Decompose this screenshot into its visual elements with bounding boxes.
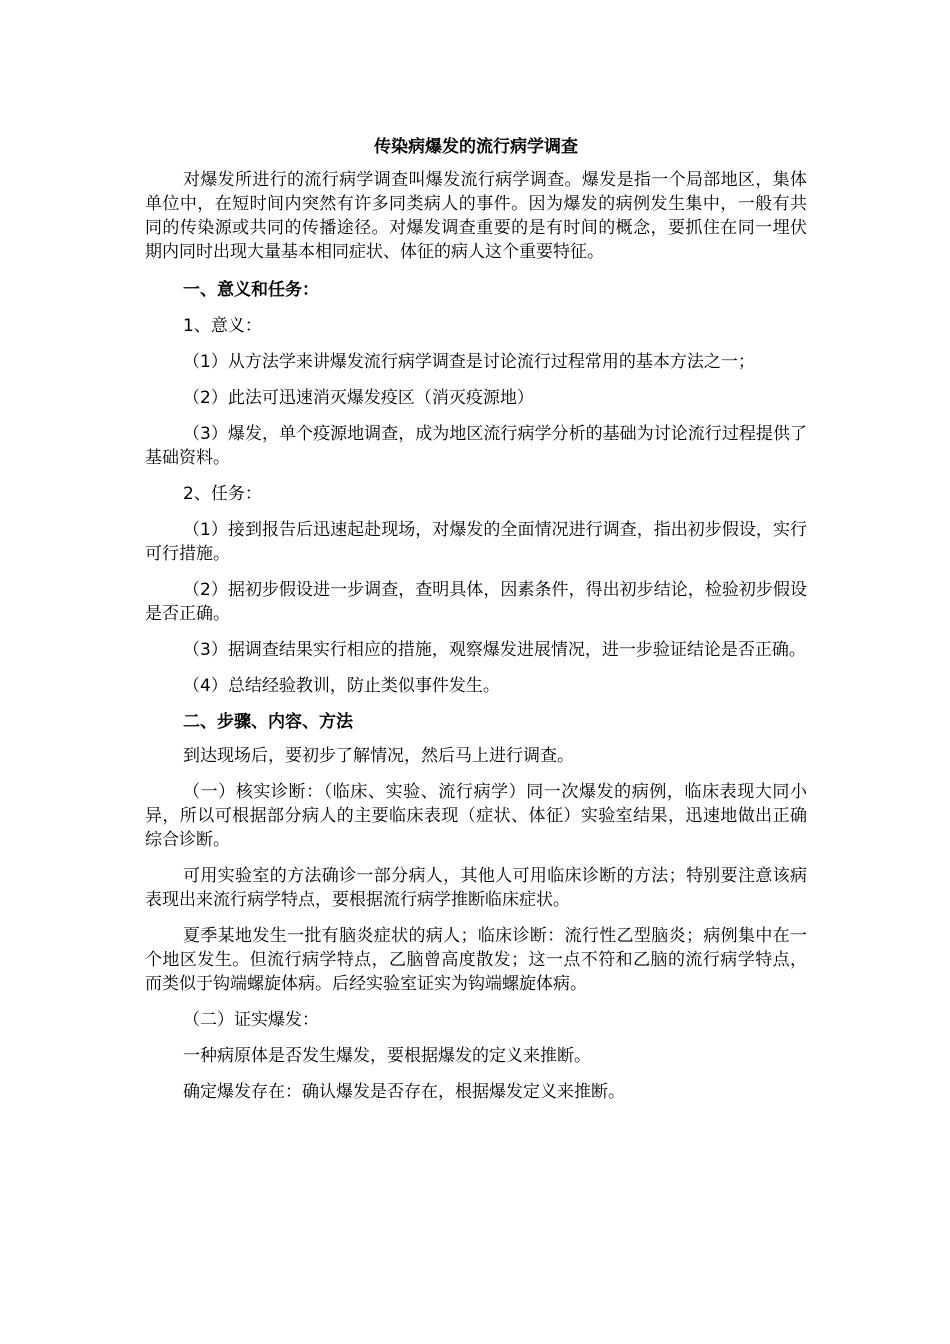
paragraph-significance-2: （2）此法可迅速消灭爆发疫区（消灭疫源地） <box>183 388 534 408</box>
paragraph-example-case: 夏季某地发生一批有脑炎症状的病人；临床诊断：流行性乙型脑炎；病例集中在一个地区发生。但流行病学特点，乙脑曾高度散发；这一点不符和乙脑的流行病学特点，而类似于钩端螺旋体病。后经实验室证实为钩端螺旋体病。 <box>145 926 807 994</box>
paragraph-verify-diagnosis: （一）核实诊断：（临床、实验、流行病学）同一次爆发的病例，临床表现大同小异，所以可根据部分病人的主要临床表现（症状、体征）实验室结果，迅速地做出正确综合诊断。 <box>145 782 807 850</box>
paragraph-significance-3: （3）爆发，单个疫源地调查，成为地区流行病学分析的基础为讨论流行过程提供了基础资料。 <box>145 424 807 468</box>
document-title: 传染病爆发的流行病学调查 <box>374 137 578 157</box>
paragraph-task-4: （4）总结经验教训，防止类似事件发生。 <box>183 676 500 696</box>
paragraph-confirm-existence: 确定爆发存在：确认爆发是否存在，根据爆发定义来推断。 <box>183 1082 625 1102</box>
heading-section-1: 一、意义和任务： <box>183 280 319 300</box>
paragraph-significance-1: （1）从方法学来讲爆发流行病学调查是讨论流行过程常用的基本方法之一； <box>183 352 755 372</box>
paragraph-task-3: （3）据调查结果实行相应的措施，观察爆发进展情况，进一步验证结论是否正确。 <box>183 640 806 660</box>
paragraph-task-2: （2）据初步假设进一步调查，查明具体，因素条件，得出初步结论，检验初步假设是否正确。 <box>145 580 807 624</box>
paragraph-intro: 对爆发所进行的流行病学调查叫爆发流行病学调查。爆发是指一个局部地区，集体单位中，在短时间内突然有许多同类病人的事件。因为爆发的病例发生集中，一般有共同的传染源或共同的传播途径。对爆发调查重要的是有时间的概念，要抓住在同一埋伏期内同时出现大量基本相同症状、体征的病人这个重要特征。 <box>145 170 807 262</box>
paragraph-arrival: 到达现场后，要初步了解情况，然后马上进行调查。 <box>183 746 574 766</box>
paragraph-lab-confirmation: 可用实验室的方法确诊一部分病人，其他人可用临床诊断的方法；特别要注意该病表现出来流行病学特点，要根据流行病学推断临床症状。 <box>145 866 807 910</box>
subheading-significance: 1、意义： <box>183 316 262 336</box>
subheading-tasks: 2、任务： <box>183 484 262 504</box>
subheading-confirm-outbreak: （二）证实爆发： <box>183 1010 319 1030</box>
heading-section-2: 二、步骤、内容、方法 <box>183 712 353 732</box>
document-page <box>145 134 807 1116</box>
paragraph-outbreak-definition: 一种病原体是否发生爆发，要根据爆发的定义来推断。 <box>183 1046 591 1066</box>
paragraph-task-1: （1）接到报告后迅速起赴现场，对爆发的全面情况进行调查，指出初步假设，实行可行措施。 <box>145 520 807 564</box>
